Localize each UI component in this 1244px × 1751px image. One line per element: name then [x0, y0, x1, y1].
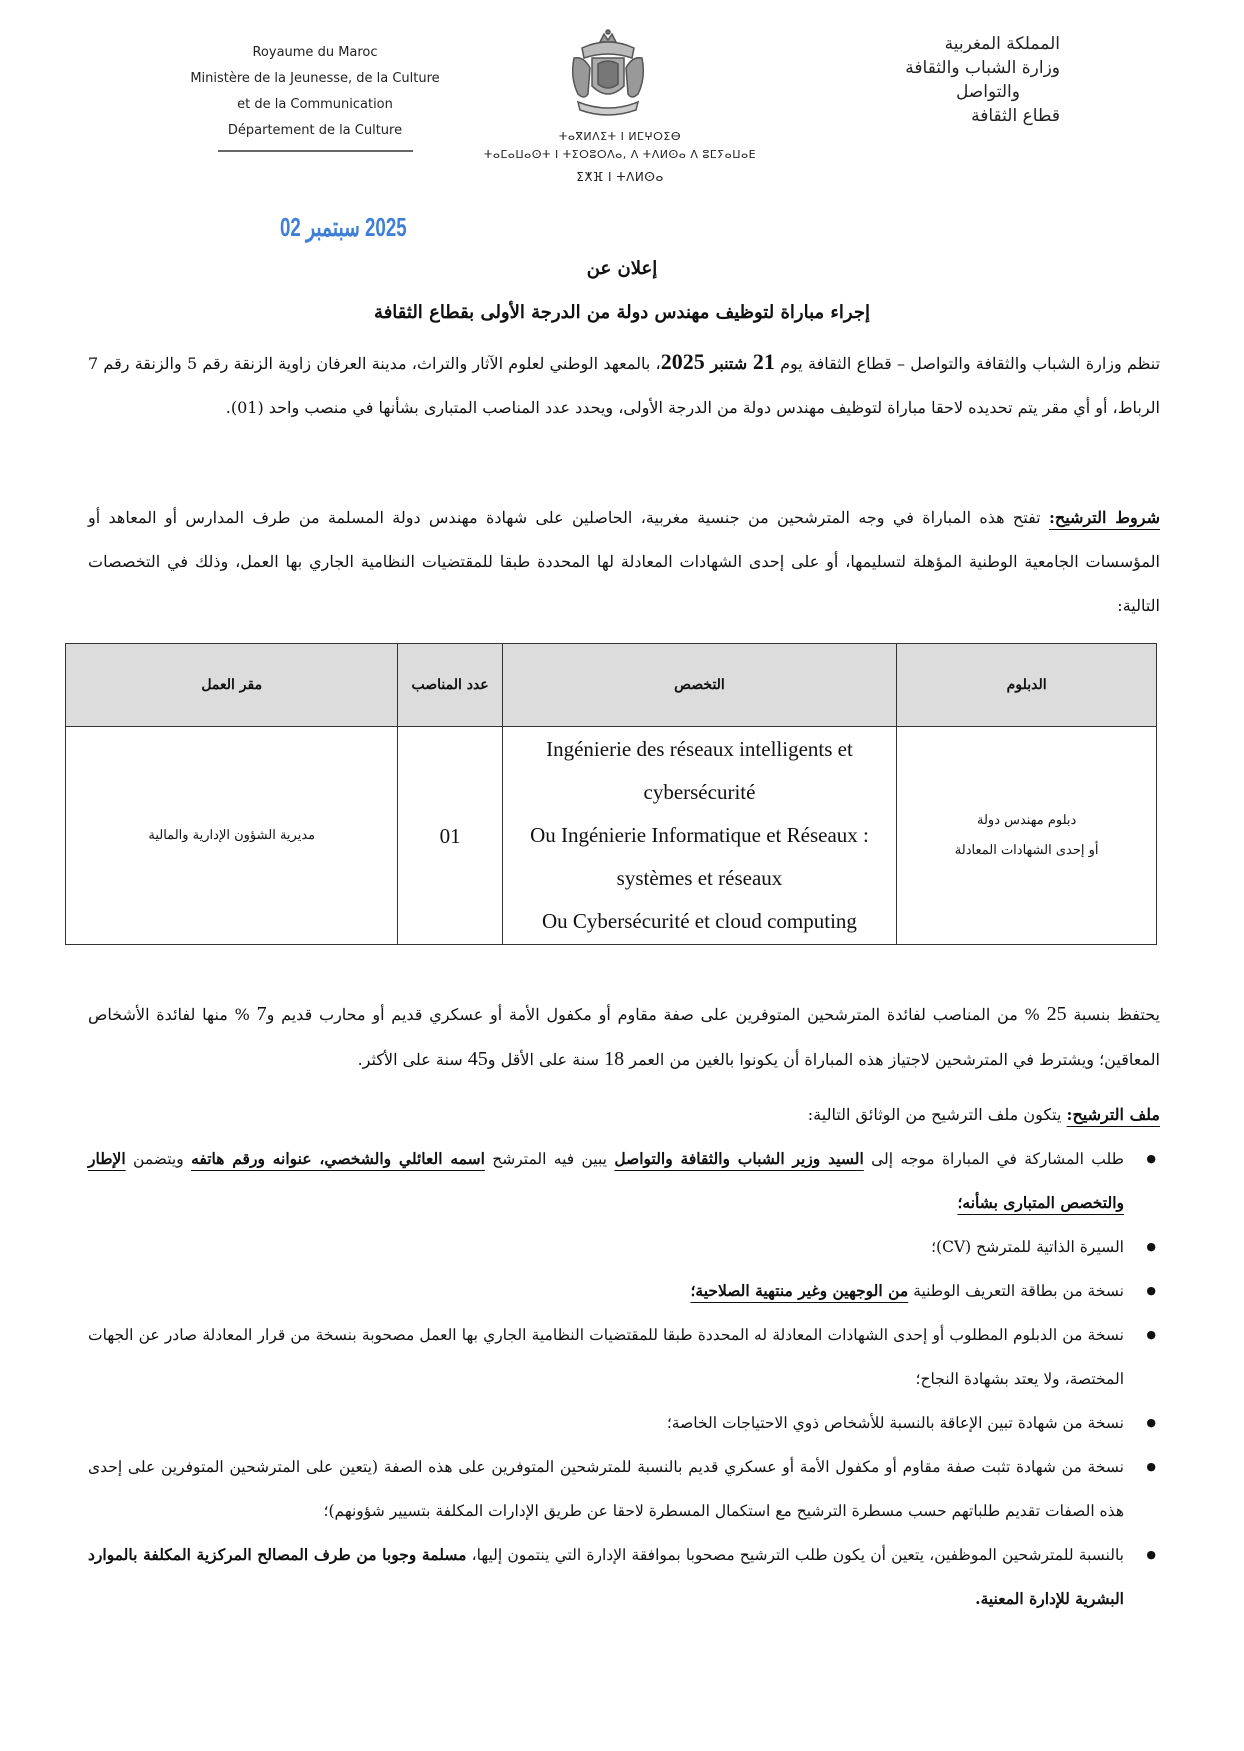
- doc-text: السيرة الذاتية للمترشح (CV)؛: [931, 1238, 1124, 1256]
- col-header-specialty: التخصص: [502, 644, 897, 727]
- header-tif-line2: ⵜⴰⵎⴰⵡⴰⵙⵜ ⵏ ⵜⵉⵔⵓⵔⴷⴰ, ⴷ ⵜⴷⵍⵙⴰ ⴷ ⵓⵎⵢⴰⵡⴰⴹ: [483, 148, 757, 161]
- conditions-paragraph: [88, 496, 1160, 628]
- list-item: [88, 1313, 1160, 1401]
- conditions-label: شروط الترشيح:: [1048, 508, 1160, 527]
- specialty-1: Ingénierie des réseaux intelligents et cybersécurité: [546, 737, 853, 804]
- cell-diploma: [897, 727, 1157, 945]
- cell-specialty: [502, 727, 897, 945]
- header-fr-kingdom: Royaume du Maroc: [252, 45, 378, 60]
- doc-text: نسخة من شهادة تثبت صفة مقاوم أو مكفول الأمة أو عسكري قديم بالنسبة للمترشحين المتوفرين على هذه الصفة (يتعين على المترشحين المتوفرين على إحدى هذه الصفات تقديم طلباتهم حسب مسطرة الترشيح مع استكمال المسطرة لاحقا عن طريق الإدارات المكلفة بتسيير شؤونهم)؛: [88, 1458, 1124, 1520]
- announcement-heading: إعلان عن: [586, 258, 658, 279]
- conditions-text: تفتح هذه المباراة في وجه المترشحين من جنسية مغربية، الحاصلين على شهادة مهندس دولة المسلمة من طرف المدارس أو المعاهد أو المؤسسات الجامعية الوطنية المؤهلة لتسليمها، أو على إحدى الشهادات المعادلة لها المحددة طبقا للمقتضيات النظامية الجاري بها العمل، وذلك في التخصصات التالية:: [88, 508, 1160, 615]
- header-french: [170, 40, 460, 152]
- coat-of-arms-icon: [568, 28, 648, 120]
- cell-count: 01: [398, 727, 502, 945]
- positions-table: [65, 643, 1157, 945]
- age-min: 18: [604, 1048, 625, 1070]
- exam-day: 21: [752, 349, 775, 374]
- quota-text-2: % من المناصب لفائدة المترشحين المتوفرين على صفة مقاوم أو مكفول الأمة أو عسكري قديم أو محارب قديم و: [266, 1005, 1047, 1024]
- diploma-line-2: أو إحدى الشهادات المعادلة: [954, 842, 1099, 858]
- specialty-3: Ou Cybersécurité et cloud computing: [542, 909, 857, 933]
- header-divider: [218, 150, 413, 152]
- list-item: [88, 1445, 1160, 1533]
- header-tif-line1: ⵜⴰⴳⵍⴷⵉⵜ ⵏ ⵍⵎⵖⵔⵉⴱ: [558, 130, 682, 143]
- exam-year: 2025: [660, 349, 705, 374]
- doc-text: يبين فيه المترشح: [484, 1150, 615, 1168]
- intro-text-1: تنظم وزارة الشباب والثقافة والتواصل – قطاع الثقافة يوم: [774, 354, 1161, 373]
- doc-bold: السيد وزير الشباب والثقافة والتواصل: [614, 1149, 864, 1168]
- list-item: [88, 1269, 1160, 1313]
- col-header-count: عدد المناصب: [398, 644, 502, 727]
- specialty-2: Ou Ingénierie Informatique et Réseaux : systèmes et réseaux: [530, 823, 869, 890]
- file-text: يتكون ملف الترشيح من الوثائق التالية:: [807, 1105, 1067, 1124]
- doc-bold: اسمه العائلي والشخصي، عنوانه ورقم هاتفه: [191, 1149, 485, 1168]
- header-tifinagh: [470, 128, 770, 186]
- intro-paragraph: [88, 340, 1160, 430]
- header-ar-ministry: وزارة الشباب والثقافة: [905, 58, 1060, 78]
- doc-text: نسخة من الدبلوم المطلوب أو إحدى الشهادات المعادلة له المحددة طبقا للمقتضيات النظامية الجاري بها العمل مصحوبة بنسخة من قرار المعادلة صادر عن الجهات المختصة، ولا يعتد بشهادة النجاح؛: [88, 1326, 1124, 1388]
- exam-month: شتنبر: [704, 354, 753, 373]
- documents-list: [88, 1137, 1160, 1621]
- table-row: [66, 727, 1157, 945]
- intro-text-2: ، بالمعهد الوطني لعلوم الآثار والتراث، مدينة العرفان زاوية الزنقة رقم 5 والزنقة رقم 7 الرباط، أو أي مقر يتم تحديده لاحقا مباراة لتوظيف مهندس دولة من الدرجة الأولى، ويحدد عدد المناصب المتبارى بشأنها في منصب واحد (01).: [88, 354, 1160, 417]
- cell-location: مديرية الشؤون الإدارية والمالية: [66, 727, 398, 945]
- header-ar-ministry-cont: والتواصل: [955, 82, 1020, 102]
- col-header-location: مقر العمل: [66, 644, 398, 727]
- age-max: 45: [467, 1048, 488, 1070]
- diploma-line-1: دبلوم مهندس دولة: [976, 812, 1077, 828]
- doc-text: ويتضمن: [125, 1150, 192, 1168]
- header-fr-ministry-cont: et de la Communication: [237, 97, 393, 112]
- col-header-diploma: الدبلوم: [897, 644, 1157, 727]
- quota-text-4: سنة على الأقل و: [487, 1050, 605, 1069]
- quota-text-3: % منها لفائدة الأشخاص المعاقين؛ ويشترط في المترشحين لاجتياز هذه المباراة أن يكونوا بالغين من العمر: [88, 1005, 1160, 1069]
- announcement-subject: إجراء مباراة لتوظيف مهندس دولة من الدرجة الأولى بقطاع الثقافة: [374, 302, 870, 323]
- header-arabic: [790, 32, 1060, 128]
- quota-text-5: سنة على الأكثر.: [357, 1050, 468, 1069]
- doc-text: نسخة من شهادة تبين الإعاقة بالنسبة للأشخاص ذوي الاحتياجات الخاصة؛: [666, 1414, 1124, 1432]
- header-ar-kingdom: المملكة المغربية: [944, 34, 1060, 54]
- file-label: ملف الترشيح:: [1066, 1105, 1160, 1124]
- doc-bold: الإطار والتخصص المتبارى بشأنه؛: [88, 1149, 1124, 1212]
- list-item: [88, 1137, 1160, 1225]
- header-fr-ministry: Ministère de la Jeunesse, de la Culture: [190, 71, 440, 86]
- list-item: [88, 1401, 1160, 1445]
- list-item: [88, 1533, 1160, 1621]
- quota-text-1: يحتفظ بنسبة: [1066, 1005, 1160, 1024]
- doc-text: بالنسبة للمترشحين الموظفين، يتعين أن يكون طلب الترشيح مصحوبا بموافقة الإدارة التي ينتمون إليها،: [466, 1546, 1124, 1564]
- quota-pct-reserved: 25: [1046, 1003, 1067, 1025]
- file-heading: [88, 1093, 1160, 1137]
- header-tif-line3: ⵉⵅⴼ ⵏ ⵜⴷⵍⵙⴰ: [576, 170, 664, 184]
- header-ar-sector: قطاع الثقافة: [971, 106, 1060, 126]
- header-fr-department: Département de la Culture: [227, 123, 403, 138]
- doc-text: نسخة من بطاقة التعريف الوطنية: [908, 1282, 1124, 1300]
- doc-bold: من الوجهين وغير منتهية الصلاحية؛: [690, 1281, 909, 1300]
- quota-pct-disabled: 7: [256, 1003, 267, 1025]
- doc-bold: مسلمة وجوبا من طرف المصالح المركزية المكلفة بالموارد البشرية للإدارة المعنية.: [88, 1545, 1124, 1608]
- quota-paragraph: [88, 992, 1160, 1082]
- date-stamp: 2025 سبتمبر 02: [280, 212, 407, 242]
- doc-text: طلب المشاركة في المباراة موجه إلى: [863, 1150, 1124, 1168]
- table-header-row: [66, 644, 1157, 727]
- list-item: [88, 1225, 1160, 1269]
